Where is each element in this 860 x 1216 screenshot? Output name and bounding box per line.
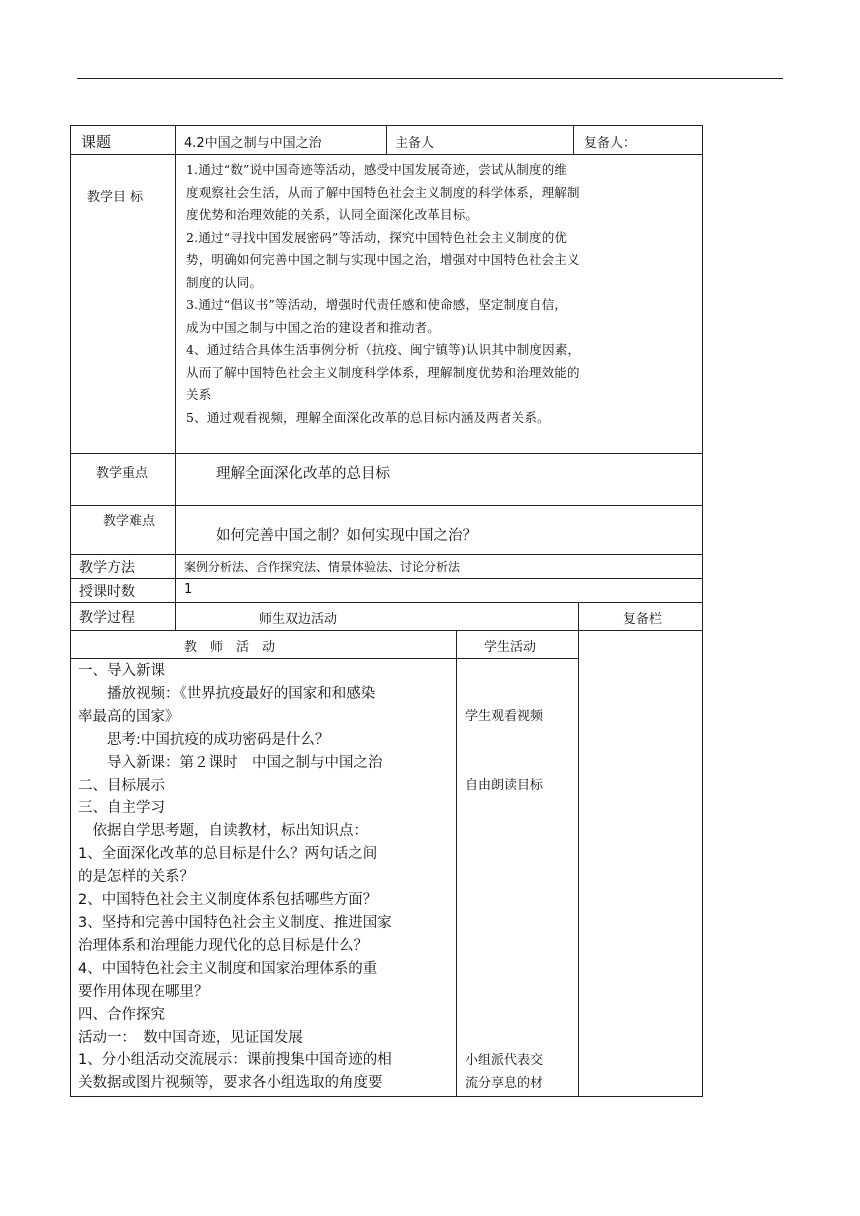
teacher-line: 关数据或图片视频等，要求各小组选取的角度要 [78, 1075, 383, 1092]
objective-line: 从而了解中国特色社会主义制度科学体系，理解制度优势和治理效能的 [186, 364, 580, 380]
objectives-label: 教学目 标 [87, 190, 144, 205]
re-preparer-label: 复备人： [584, 136, 637, 151]
objective-line: 4、通过结合具体生活事例分析（抗疫、闽宁镇等)认识其中制度因素， [186, 342, 581, 357]
hours-label: 授课时数 [79, 584, 135, 600]
objectives-list [186, 159, 698, 429]
student-header: 学生活动 [484, 640, 537, 655]
teacher-line: 4、中国特色社会主义制度和国家治理体系的重 [78, 960, 378, 977]
student-note-watch: 学生观看视频 [465, 709, 544, 724]
teacher-line: 二、目标展示 [78, 777, 165, 794]
teacher-header: 教 师 活 动 [184, 640, 276, 655]
teacher-line: 3、坚持和完善中国特色社会主义制度、推进国家 [78, 914, 392, 931]
key-point-label: 教学重点 [96, 466, 149, 481]
difficulty-value: 如何完善中国之制？如何实现中国之治？ [216, 528, 477, 544]
teacher-line: 要作用体现在哪里？ [78, 983, 209, 1000]
teacher-line: 的是怎样的关系？ [78, 869, 194, 886]
teacher-line: 2、中国特色社会主义制度体系包括哪些方面？ [78, 892, 378, 909]
notes-header: 复备栏 [623, 612, 663, 627]
activity-header-cell [175, 602, 579, 631]
objective-line: 关系 [186, 387, 212, 402]
objective-line: 3.通过“倡议书”等活动，增强时代责任感和使命感，坚定制度自信， [186, 297, 568, 312]
teacher-line: 治理体系和治理能力现代化的总目标是什么？ [78, 937, 368, 954]
teacher-line: 1、全面深化改革的总目标是什么？两句话之间 [78, 846, 378, 863]
notes-column [578, 630, 703, 1097]
teacher-line: 1、分小组活动交流展示：课前搜集中国奇迹的相 [78, 1052, 392, 1069]
activity-header: 师生双边活动 [259, 612, 338, 627]
difficulty-label: 教学难点 [103, 514, 156, 529]
teacher-line: 四、合作探究 [78, 1006, 165, 1023]
objective-line: 制度的认同。 [186, 274, 263, 290]
teacher-line: 一、导入新课 [78, 663, 165, 679]
objective-line: 5、通过观看视频，理解全面深化改革的总目标内涵及两者关系。 [186, 409, 550, 425]
student-note-group-line2: 流分享息的材 [465, 1076, 544, 1091]
key-point-value: 理解全面深化改革的总目标 [216, 466, 390, 482]
hours-value-cell [175, 578, 703, 603]
teacher-line: 率最高的国家》 [78, 708, 180, 725]
objective-line: 成为中国之制与中国之治的建设者和推动者。 [186, 319, 441, 335]
process-label: 教学过程 [79, 610, 135, 626]
teacher-line: 导入新课：第２课时 中国之制与中国之治 [78, 754, 383, 771]
objective-line: 度优势和治理效能的关系，认同全面深化改革目标。 [186, 207, 479, 222]
objective-line: 度观察社会生活，从而了解中国特色社会主义制度的科学体系，理解制 [186, 184, 580, 200]
objective-line: 势，明确如何完善中国之制与实现中国之治，增强对中国特色社会主义 [186, 252, 580, 267]
hours-value: 1 [184, 582, 193, 597]
objective-line: 2.通过“寻找中国发展密码”等活动，探究中国特色社会主义制度的优 [186, 229, 568, 245]
teacher-line: 思考:中国抗疫的成功密码是什么？ [78, 731, 330, 748]
topic-value: 4.2中国之制与中国之治 [184, 136, 322, 151]
main-preparer-label: 主备人 [395, 136, 435, 151]
page-header-rule [77, 78, 783, 79]
method-value: 案例分析法、合作探究法、情景体验法、讨论分析法 [184, 560, 461, 574]
teacher-activity-text [78, 660, 456, 1095]
topic-label: 课题 [81, 133, 112, 151]
objective-line: 1.通过“数”说中国奇迹等活动，感受中国发展奇迹，尝试从制度的维 [186, 162, 568, 177]
teacher-line: 依据自学思考题，自读教材，标出知识点： [78, 823, 368, 840]
method-label: 教学方法 [79, 560, 135, 576]
teacher-line: 播放视频：《世界抗疫最好的国家和和感染 [78, 685, 376, 702]
teacher-line: 活动一： 数中国奇迹，见证国发展 [78, 1029, 303, 1046]
student-note-read: 自由朗读目标 [465, 778, 544, 793]
teacher-line: 三、自主学习 [78, 800, 165, 817]
student-note-group-line1: 小组派代表交 [465, 1053, 544, 1068]
